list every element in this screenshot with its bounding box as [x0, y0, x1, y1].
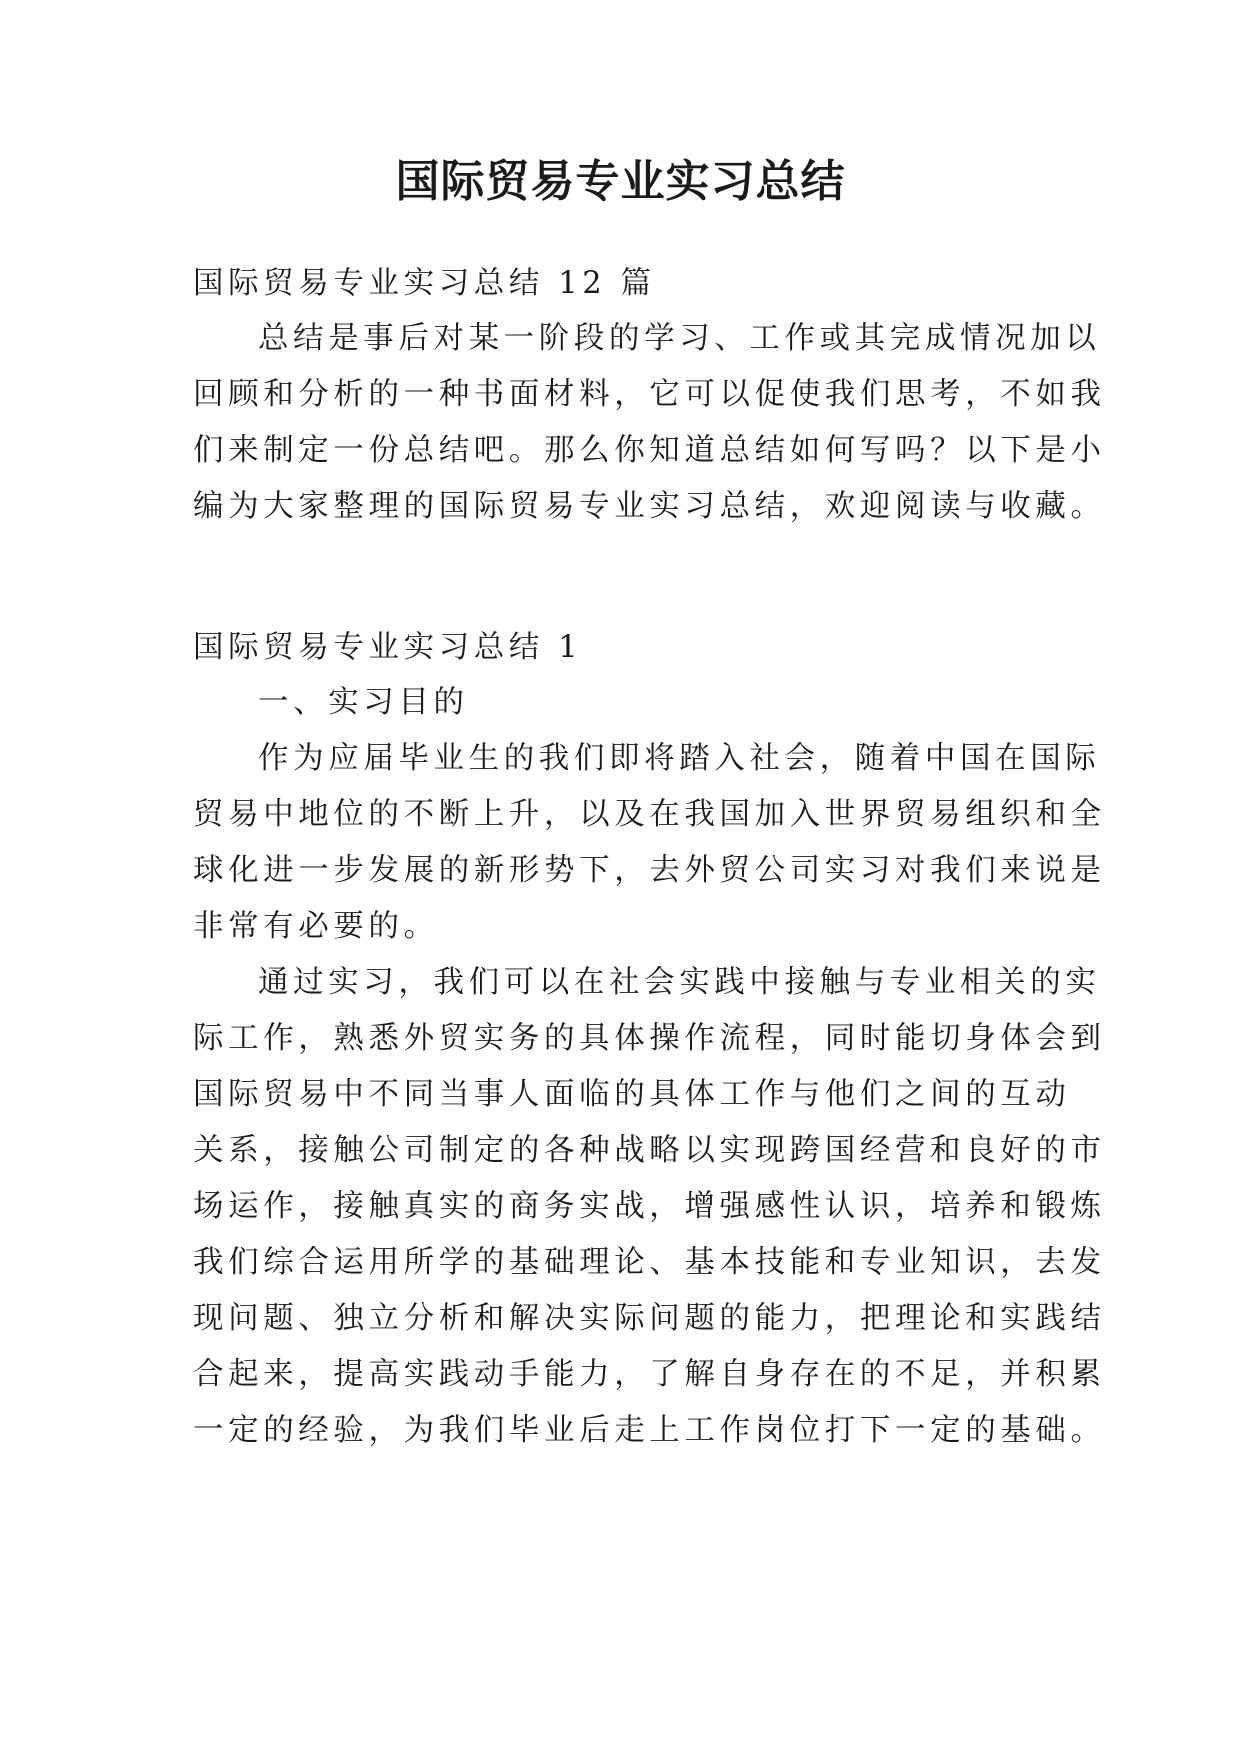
- paragraph-line: 际工作，熟悉外贸实务的具体操作流程，同时能切身体会到: [193, 1021, 1106, 1056]
- paragraph-line: 非常有必要的。: [193, 909, 439, 944]
- paragraph-line: 合起来，提高实践动手能力，了解自身存在的不足，并积累: [193, 1357, 1106, 1392]
- paragraph-line: 作为应届毕业生的我们即将踏入社会，随着中国在国际: [258, 741, 1101, 776]
- intro-line: 编为大家整理的国际贸易专业实习总结，欢迎阅读与收藏。: [193, 489, 1106, 524]
- paragraph-line: 我们综合运用所学的基础理论、基本技能和专业知识，去发: [193, 1245, 1106, 1280]
- intro-line: 总结是事后对某一阶段的学习、工作或其完成情况加以: [258, 321, 1101, 356]
- subheading: 一、实习目的: [258, 685, 469, 720]
- paragraph-line: 场运作，接触真实的商务实战，增强感性认识，培养和锻炼: [193, 1189, 1106, 1224]
- paragraph-line: 一定的经验，为我们毕业后走上工作岗位打下一定的基础。: [193, 1413, 1106, 1448]
- paragraph-line: 国际贸易中不同当事人面临的具体工作与他们之间的互动: [193, 1077, 1071, 1112]
- intro-line: 们来制定一份总结吧。那么你知道总结如何写吗？以下是小: [193, 433, 1106, 468]
- paragraph-line: 球化进一步发展的新形势下，去外贸公司实习对我们来说是: [193, 853, 1106, 888]
- paragraph-line: 通过实习，我们可以在社会实践中接触与专业相关的实: [258, 965, 1101, 1000]
- intro-line: 回顾和分析的一种书面材料，它可以促使我们思考，不如我: [193, 377, 1106, 412]
- paragraph-line: 关系，接触公司制定的各种战略以实现跨国经营和良好的市: [193, 1133, 1106, 1168]
- intro-heading: 国际贸易专业实习总结 12 篇: [193, 266, 656, 301]
- paragraph-line: 贸易中地位的不断上升，以及在我国加入世界贸易组织和全: [193, 797, 1106, 832]
- paragraph-line: 现问题、独立分析和解决实际问题的能力，把理论和实践结: [193, 1301, 1106, 1336]
- section-heading: 国际贸易专业实习总结 1: [193, 630, 583, 665]
- document-title: 国际贸易专业实习总结: [395, 156, 846, 207]
